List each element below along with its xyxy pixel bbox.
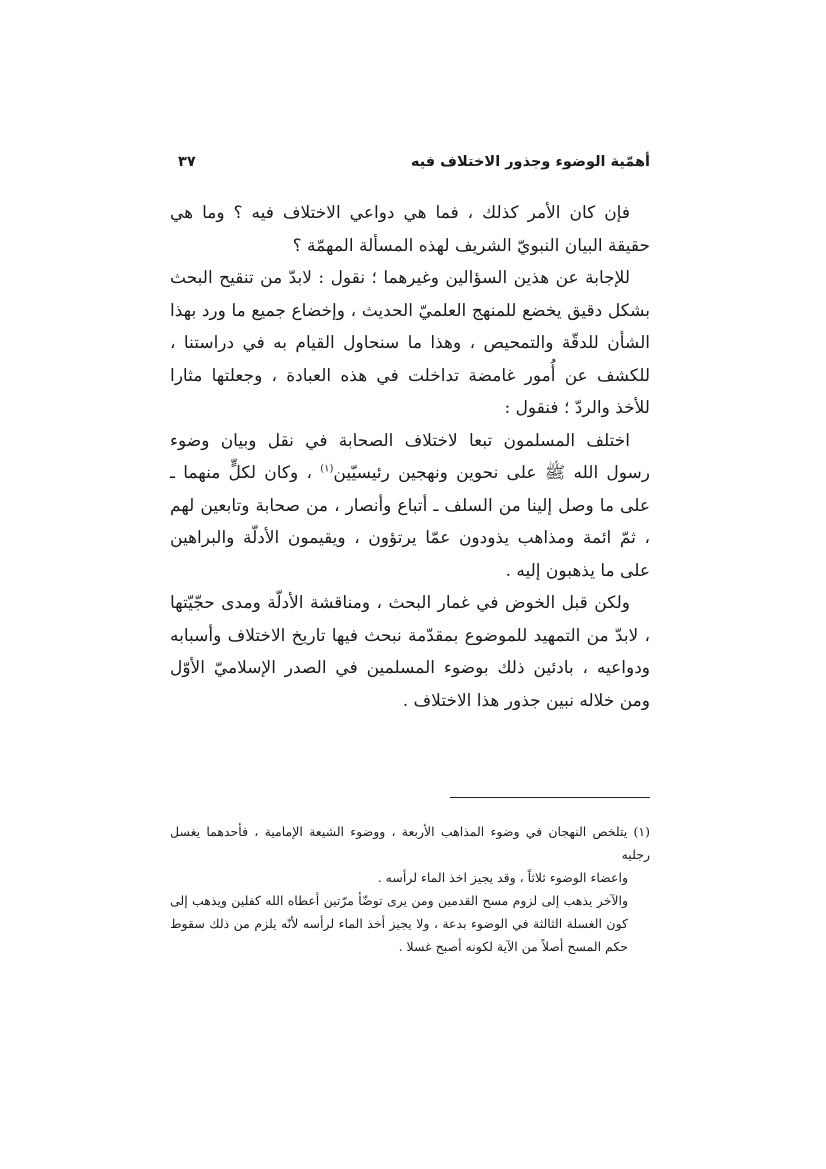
paragraph-4: ولكن قبل الخوض في غمار البحث ، ومناقشة الأدلّة ومدى حجّيّتها ، لابدّ من التمهيد للموضوع بمقدّمة نبحث فيها تاريخ الاختلاف وأسبابه ودواعيه ، بادئين ذلك بوضوء المسلمين في الصدر الإسلاميّ الأوّل ومن خلاله نبين جذور هذا الاختلاف .	[170, 593, 650, 711]
body-text	[170, 197, 650, 717]
footnote-1-line-1: يتلخص النهجان في وضوء المذاهب الأربعة ، ووضوء الشيعة الإمامية ، فأحدهما يغسل رجليه	[170, 824, 650, 862]
footnote-reference[interactable]: (١)	[320, 463, 334, 475]
running-head	[170, 154, 650, 180]
page-number: ٣٧	[178, 154, 196, 170]
footnote-marker: (١)	[633, 824, 650, 839]
footnote-1	[170, 820, 650, 866]
footnote-1-paragraph-2: والآخر يذهب إلى لزوم مسح القدمين ومن يرى توضّأ مرّتين أعطاه الله كفلين ويذهب إلى كون الغسلة الثالثة في الوضوء بدعة ، ولا يجيز أخذ الماء لرأسه لأنّه يلزم من ذلك سقوط حكم المسح أصلاً من الآية لكونه أصبح غسلا .	[170, 893, 628, 954]
paragraph-3-part-2: ، وكان لكلٍّ منهما ـ على ما وصل إلينا من السلف ـ أتباع وأنصار ، من صحابة وتابعين لهم ، ثمّ ائمة ومذاهب يذودون عمّا يرتؤون ، ويقيمون الأدلّة والبراهين على ما يذهبون إليه .	[170, 463, 650, 581]
paragraph-3	[170, 425, 650, 588]
paragraph-3-part-1: اختلف المسلمون تبعا لاختلاف الصحابة في نقل وبيان وضوء رسول الله ﷺ على نحوين ونهجين رئيسيّين	[170, 430, 650, 483]
footnotes	[170, 820, 650, 958]
footnote-separator	[450, 797, 650, 798]
running-title: أهمّية الوضوء وجذور الاختلاف فيه	[410, 154, 650, 170]
paragraph-2: للإجابة عن هذين السؤالين وغيرهما ؛ نقول : لابدّ من تنقيح البحث بشكل دقيق يخضع للمنهج العلميّ الحديث ، وإخضاع جميع ما ورد بهذا الشأن للدقّة والتمحيص ، وهذا ما سنحاول القيام به في دراستنا ، للكشف عن أُمور غامضة تداخلت في هذه العبادة ، وجعلتها مثارا للأخذ والردّ ؛ فنقول :	[170, 268, 650, 418]
footnote-1-line-2: واعضاء الوضوء ثلاثاً ، وقد يجيز اخذ الماء لرأسه .	[377, 870, 628, 885]
paragraph-1: فإن كان الأمر كذلك ، فما هي دواعي الاختلاف فيه ؟ وما هي حقيقة البيان النبويّ الشريف لهذه المسألة المهمّة ؟	[170, 203, 650, 256]
